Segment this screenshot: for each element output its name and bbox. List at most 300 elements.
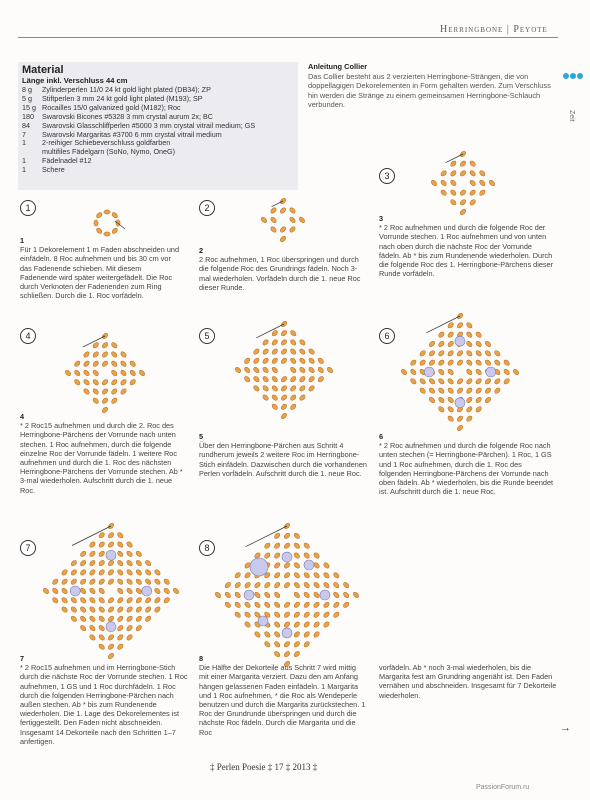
- bead-icon: [271, 403, 278, 410]
- bead-icon: [98, 624, 105, 631]
- bead-icon: [459, 160, 466, 167]
- bead-icon: [289, 366, 296, 373]
- bead-icon: [313, 631, 320, 638]
- bead-icon: [289, 348, 296, 355]
- bead-icon: [270, 207, 277, 214]
- bead-icon: [126, 606, 133, 613]
- bead-icon: [466, 350, 473, 357]
- bead-icon: [253, 375, 260, 382]
- bead-icon: [475, 378, 482, 385]
- bead-icon: [447, 350, 454, 357]
- bead-icon: [280, 385, 287, 392]
- crystal-icon: [106, 622, 116, 632]
- material-list: [22, 86, 257, 175]
- bead-icon: [313, 591, 320, 598]
- bead-icon: [512, 368, 519, 375]
- bead-icon: [70, 606, 77, 613]
- bead-icon: [111, 227, 118, 234]
- bead-icon: [333, 572, 340, 579]
- step-label-2: 2: [199, 246, 204, 255]
- bead-icon: [98, 559, 105, 566]
- bead-icon: [101, 351, 108, 358]
- bead-icon: [111, 379, 118, 386]
- bead-icon: [89, 634, 96, 641]
- bead-icon: [419, 350, 426, 357]
- bead-icon: [98, 606, 105, 613]
- bead-icon: [70, 569, 77, 576]
- bead-icon: [298, 216, 305, 223]
- bead-icon: [107, 532, 114, 539]
- bead-icon: [107, 606, 114, 613]
- bead-icon: [120, 360, 127, 367]
- step-text-8: [199, 654, 367, 737]
- material-qty: 1: [22, 156, 26, 166]
- bead-icon: [254, 601, 261, 608]
- bead-icon: [466, 415, 473, 422]
- bead-icon: [447, 415, 454, 422]
- bead-icon: [419, 359, 426, 366]
- bead-icon: [333, 601, 340, 608]
- bead-icon: [74, 360, 81, 367]
- bead-icon: [494, 350, 501, 357]
- bead-icon: [447, 406, 454, 413]
- bead-icon: [317, 366, 324, 373]
- bead-icon: [243, 375, 250, 382]
- bead-icon: [260, 216, 267, 223]
- bead-icon: [234, 611, 241, 618]
- material-box: [18, 62, 298, 190]
- figure-5: [232, 318, 336, 422]
- bead-icon: [459, 170, 466, 177]
- bead-icon: [313, 572, 320, 579]
- step-body-3: * 2 Roc aufnehmen und durch die folgende Roc der Vorrunde stechen. 1 Roc aufnehmen und von unten nach oben durch die nächste Roc der Vorrunde fädeln. Ab * bis zum Rundenende wiederholen. Durch die folgende Roc des 1. Herringbone-Pärchens dieser Runde vorfädeln.: [379, 223, 554, 279]
- bead-icon: [89, 559, 96, 566]
- bead-icon: [438, 387, 445, 394]
- bead-icon: [475, 350, 482, 357]
- step-text-6: [379, 432, 554, 496]
- bead-icon: [303, 611, 310, 618]
- figure-4: [62, 330, 148, 416]
- bead-icon: [456, 378, 463, 385]
- bead-icon: [224, 591, 231, 598]
- bead-icon: [466, 331, 473, 338]
- crystal-icon: [320, 590, 330, 600]
- bead-icon: [144, 569, 151, 576]
- material-desc: Fädelnadel #12: [42, 156, 92, 166]
- bead-icon: [323, 611, 330, 618]
- bead-icon: [469, 170, 476, 177]
- bead-icon: [466, 406, 473, 413]
- bead-icon: [83, 379, 90, 386]
- bead-icon: [326, 366, 333, 373]
- bead-icon: [280, 329, 287, 336]
- bead-icon: [466, 396, 473, 403]
- bead-icon: [79, 624, 86, 631]
- bead-icon: [283, 611, 290, 618]
- bead-icon: [98, 643, 105, 650]
- bead-icon: [234, 591, 241, 598]
- bead-icon: [484, 378, 491, 385]
- bead-icon: [438, 359, 445, 366]
- bead-icon: [253, 385, 260, 392]
- bead-icon: [117, 587, 124, 594]
- bead-icon: [101, 379, 108, 386]
- page-header: Herringbone | Peyote: [440, 24, 548, 35]
- bead-icon: [459, 189, 466, 196]
- bead-icon: [469, 179, 476, 186]
- bead-icon: [70, 597, 77, 604]
- bead-icon: [308, 385, 315, 392]
- bead-icon: [303, 621, 310, 628]
- bead-icon: [273, 621, 280, 628]
- bead-icon: [475, 406, 482, 413]
- bead-icon: [271, 375, 278, 382]
- bead-icon: [107, 541, 114, 548]
- step-label-1: 1: [20, 236, 25, 245]
- material-qty: 180: [22, 111, 34, 121]
- bead-icon: [135, 578, 142, 585]
- bead-icon: [410, 359, 417, 366]
- bead-icon: [283, 621, 290, 628]
- bead-icon: [120, 388, 127, 395]
- bead-icon: [308, 348, 315, 355]
- step-circle-5: 5: [199, 328, 215, 344]
- bead-icon: [342, 591, 349, 598]
- bead-icon: [456, 350, 463, 357]
- bead-icon: [117, 643, 124, 650]
- bead-icon: [111, 369, 118, 376]
- bead-icon: [92, 388, 99, 395]
- step-text-5: [199, 432, 369, 478]
- step-body-6: * 2 Roc aufnehmen und durch die folgende Roc nach unten stechen (= Herringbone-Pärchen). 1 Roc, 1 GS und 1 Roc aufnehmen, durch die 1. Roc des folgenden Herringbone-Pärchens der Vorrunde nach oben fädeln. Ab * wiederholen, bis die Runde beendet ist. Aufschritt durch die 1. neue Roc.: [379, 441, 554, 497]
- bead-icon: [111, 351, 118, 358]
- watermark: PassionForum.ru: [476, 784, 530, 791]
- bead-icon: [299, 394, 306, 401]
- bead-icon: [154, 606, 161, 613]
- bead-icon: [283, 532, 290, 539]
- side-dots: [563, 66, 587, 84]
- bead-icon: [447, 340, 454, 347]
- bead-icon: [172, 587, 179, 594]
- bead-icon: [111, 342, 118, 349]
- bead-icon: [224, 601, 231, 608]
- bead-icon: [279, 207, 286, 214]
- bead-icon: [280, 403, 287, 410]
- bead-icon: [262, 366, 269, 373]
- bead-icon: [503, 368, 510, 375]
- bead-icon: [447, 387, 454, 394]
- bead-icon: [352, 591, 359, 598]
- bead-icon: [494, 387, 501, 394]
- bead-icon: [428, 378, 435, 385]
- crystal-icon: [455, 398, 465, 408]
- figure-3: [428, 148, 498, 218]
- bead-icon: [163, 578, 170, 585]
- bead-icon: [144, 578, 151, 585]
- bead-icon: [111, 397, 118, 404]
- bead-icon: [438, 396, 445, 403]
- bead-icon: [289, 394, 296, 401]
- bead-icon: [79, 597, 86, 604]
- bead-icon: [273, 581, 280, 588]
- bead-icon: [484, 396, 491, 403]
- bead-icon: [234, 601, 241, 608]
- bead-icon: [244, 572, 251, 579]
- bead-icon: [92, 351, 99, 358]
- bead-icon: [89, 597, 96, 604]
- bead-icon: [447, 396, 454, 403]
- bead-icon: [293, 591, 300, 598]
- bead-icon: [243, 357, 250, 364]
- bead-icon: [253, 348, 260, 355]
- step-body-1: Für 1 Dekorelement 1 m Faden abschneiden und einfädeln. 8 Roc aufnehmen und bis 30 cm vor das Fadenende schieben. Mit diesem Fadenende wird später weitergefädelt. Die Roc durch Verknoten der Fadenenden zum Ring schließen. Durch die 1. Roc vorfädeln.: [20, 245, 180, 301]
- bead-icon: [469, 189, 476, 196]
- bead-icon: [98, 569, 105, 576]
- bead-icon: [289, 207, 296, 214]
- bead-icon: [283, 542, 290, 549]
- bead-icon: [494, 359, 501, 366]
- bead-icon: [61, 569, 68, 576]
- bead-icon: [126, 569, 133, 576]
- bead-icon: [107, 634, 114, 641]
- material-desc: Stiftperlen 3 mm 24 kt gold light plated (M193); SP: [42, 93, 203, 103]
- bead-icon: [79, 606, 86, 613]
- bead-icon: [323, 601, 330, 608]
- bead-icon: [456, 359, 463, 366]
- bead-icon: [323, 572, 330, 579]
- bead-icon: [333, 611, 340, 618]
- bead-icon: [52, 587, 59, 594]
- bead-icon: [289, 329, 296, 336]
- bead-icon: [400, 368, 407, 375]
- bead-icon: [144, 559, 151, 566]
- bead-icon: [428, 396, 435, 403]
- bead-icon: [303, 631, 310, 638]
- step-label-3: 3: [379, 214, 384, 223]
- bead-icon: [299, 339, 306, 346]
- bead-icon: [126, 597, 133, 604]
- bead-icon: [447, 368, 454, 375]
- bead-icon: [303, 572, 310, 579]
- bead-icon: [279, 235, 286, 242]
- bead-icon: [98, 541, 105, 548]
- step-label-5: 5: [199, 432, 204, 441]
- bead-icon: [253, 357, 260, 364]
- bead-icon: [117, 634, 124, 641]
- bead-icon: [214, 591, 221, 598]
- bead-icon: [450, 189, 457, 196]
- bead-icon: [117, 615, 124, 622]
- bead-icon: [254, 591, 261, 598]
- bead-icon: [293, 562, 300, 569]
- bead-icon: [61, 587, 68, 594]
- bead-icon: [280, 375, 287, 382]
- bead-icon: [484, 359, 491, 366]
- step-body-5: Über den Herringbone-Pärchen aus Schritt 4 rundherum jeweils 2 weitere Roc im Herringbone-Stich einfädeln. Dazwischen durch die vorhandenen Perlen vorfädeln. Aufschritt durch die 1. neue Roc.: [199, 441, 367, 478]
- bead-icon: [313, 601, 320, 608]
- bead-icon: [303, 581, 310, 588]
- bead-icon: [264, 581, 271, 588]
- bead-icon: [447, 378, 454, 385]
- bead-icon: [163, 587, 170, 594]
- bead-icon: [129, 369, 136, 376]
- bead-icon: [313, 581, 320, 588]
- bead-icon: [135, 606, 142, 613]
- step-circle-7: 7: [20, 540, 36, 556]
- bead-icon: [313, 621, 320, 628]
- bead-icon: [289, 216, 296, 223]
- bead-icon: [117, 569, 124, 576]
- material-desc: 2-reihiger Schiebeverschluss goldfarben: [42, 138, 171, 148]
- bead-icon: [244, 621, 251, 628]
- bead-icon: [440, 170, 447, 177]
- bead-icon: [289, 339, 296, 346]
- material-desc: Swarovski Bicones #5328 3 mm crystal aurum 2x; BC: [42, 111, 213, 121]
- step-text-1: [20, 236, 180, 300]
- material-qty: 5 g: [22, 93, 32, 103]
- bead-icon: [117, 550, 124, 557]
- bead-icon: [92, 397, 99, 404]
- step-text-4: [20, 412, 185, 495]
- crystal-icon: [142, 586, 152, 596]
- bead-icon: [430, 179, 437, 186]
- step-label-7: 7: [20, 654, 25, 663]
- bead-icon: [79, 569, 86, 576]
- bead-icon: [293, 552, 300, 559]
- bead-icon: [447, 322, 454, 329]
- bead-icon: [111, 388, 118, 395]
- bead-icon: [438, 368, 445, 375]
- bead-icon: [428, 340, 435, 347]
- bead-icon: [89, 606, 96, 613]
- bead-icon: [299, 357, 306, 364]
- step-circle-3: 3: [379, 168, 395, 184]
- bead-icon: [273, 532, 280, 539]
- material-row: [22, 166, 257, 175]
- bead-icon: [475, 387, 482, 394]
- bead-icon: [313, 552, 320, 559]
- bead-icon: [64, 369, 71, 376]
- bead-icon: [92, 360, 99, 367]
- bead-icon: [273, 601, 280, 608]
- bead-icon: [264, 641, 271, 648]
- bead-icon: [428, 387, 435, 394]
- bead-icon: [289, 375, 296, 382]
- anleitung-title: Anleitung Collier: [308, 62, 368, 71]
- bead-icon: [271, 357, 278, 364]
- bead-icon: [271, 339, 278, 346]
- bead-icon: [126, 624, 133, 631]
- bead-icon: [264, 601, 271, 608]
- bead-icon: [98, 597, 105, 604]
- bead-icon: [126, 634, 133, 641]
- bead-icon: [342, 601, 349, 608]
- material-subtitle: Länge inkl. Verschluss 44 cm: [22, 76, 128, 85]
- bead-icon: [308, 375, 315, 382]
- bead-icon: [70, 615, 77, 622]
- step-body-2: 2 Roc aufnehmen, 1 Roc überspringen und durch die folgende Roc des Grundrings fädeln. Noch 3-mal wiederholen. Vorfädeln durch die 1. neue Roc dieser Runde.: [199, 255, 361, 292]
- material-desc: Swarovski Margaritas #3700 6 mm crystal vitrail medium: [42, 129, 222, 139]
- bead-icon: [475, 340, 482, 347]
- bead-icon: [264, 591, 271, 598]
- header-rule: [18, 37, 558, 38]
- bead-icon: [503, 359, 510, 366]
- bead-icon: [135, 569, 142, 576]
- bead-icon: [303, 601, 310, 608]
- step-label-6: 6: [379, 432, 384, 441]
- bead-icon: [98, 550, 105, 557]
- bead-icon: [503, 378, 510, 385]
- bead-icon: [95, 227, 102, 234]
- material-qty: 84: [22, 120, 30, 130]
- bead-icon: [262, 348, 269, 355]
- bead-icon: [273, 552, 280, 559]
- bead-icon: [244, 581, 251, 588]
- bead-icon: [94, 220, 98, 226]
- bead-icon: [410, 368, 417, 375]
- bead-icon: [475, 331, 482, 338]
- bead-icon: [262, 339, 269, 346]
- bead-icon: [280, 412, 287, 419]
- material-desc: multifiles Fädelgarn (SoNo, Nymo, OneG): [42, 147, 176, 157]
- bead-icon: [117, 578, 124, 585]
- bead-icon: [479, 170, 486, 177]
- bead-icon: [107, 578, 114, 585]
- bead-icon: [154, 587, 161, 594]
- bead-icon: [450, 160, 457, 167]
- bead-icon: [280, 339, 287, 346]
- step-circle-2: 2: [199, 200, 215, 216]
- bead-icon: [135, 559, 142, 566]
- step-circle-4: 4: [20, 328, 36, 344]
- bead-icon: [224, 581, 231, 588]
- bead-icon: [273, 542, 280, 549]
- bead-icon: [283, 601, 290, 608]
- bead-icon: [475, 359, 482, 366]
- crystal-icon: [282, 552, 292, 562]
- bead-icon: [342, 581, 349, 588]
- step-text-2: [199, 246, 363, 292]
- bead-icon: [438, 340, 445, 347]
- crystal-icon: [244, 590, 254, 600]
- figure-2: [258, 195, 308, 245]
- bead-icon: [129, 360, 136, 367]
- bead-icon: [273, 591, 280, 598]
- bead-icon: [111, 211, 118, 218]
- step-circle-1: 1: [20, 200, 36, 216]
- bead-icon: [254, 631, 261, 638]
- bead-icon: [293, 532, 300, 539]
- bead-icon: [317, 375, 324, 382]
- bead-icon: [262, 357, 269, 364]
- bead-icon: [466, 378, 473, 385]
- bead-icon: [447, 331, 454, 338]
- bead-icon: [253, 366, 260, 373]
- step-text-8-cont: [379, 663, 557, 700]
- bead-icon: [323, 562, 330, 569]
- bead-icon: [83, 388, 90, 395]
- bead-icon: [280, 348, 287, 355]
- bead-icon: [271, 348, 278, 355]
- anleitung: [308, 62, 558, 110]
- bead-icon: [484, 350, 491, 357]
- bead-icon: [89, 578, 96, 585]
- bead-icon: [293, 631, 300, 638]
- bead-icon: [283, 562, 290, 569]
- bead-icon: [74, 379, 81, 386]
- bead-icon: [117, 624, 124, 631]
- bead-icon: [475, 396, 482, 403]
